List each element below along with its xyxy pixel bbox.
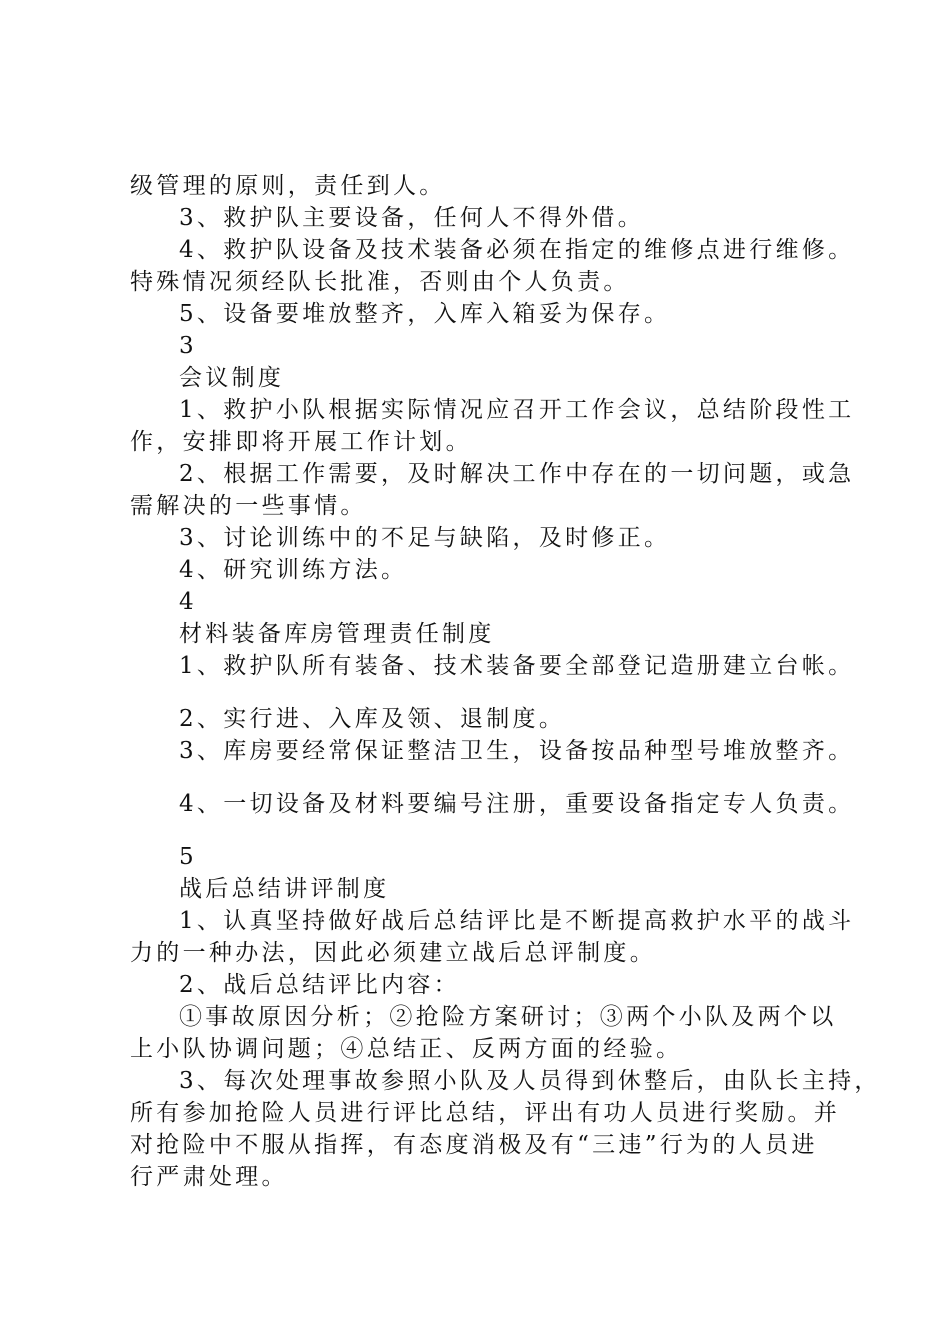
text-line: 4、救护队设备及技术装备必须在指定的维修点进行维修。 (179, 237, 855, 263)
text-line: 3、每次处理事故参照小队及人员得到休整后，由队长主持， (179, 1068, 881, 1094)
text-line: 2、战后总结评比内容： (179, 972, 460, 998)
document-body (130, 170, 881, 1193)
text-line: 行严肃处理。 (130, 1164, 288, 1190)
section-title: 战后总结讲评制度 (179, 876, 390, 902)
text-line: 上小队协调问题；④总结正、反两方面的经验。 (130, 1036, 683, 1062)
text-line: 5、设备要堆放整齐，入库入箱妥为保存。 (179, 301, 671, 327)
text-line: 3、库房要经常保证整洁卫生，设备按品种型号堆放整齐。 (179, 738, 855, 764)
text-line: 需解决的一些事情。 (130, 493, 367, 519)
text-line: 1、认真坚持做好战后总结评比是不断提高救护水平的战斗 (179, 908, 855, 934)
section-title: 会议制度 (179, 365, 285, 391)
text-line: 3、讨论训练中的不足与缺陷，及时修正。 (179, 525, 671, 551)
text-line: 力的一种办法，因此必须建立战后总评制度。 (130, 940, 656, 966)
text-line: 1、救护小队根据实际情况应召开工作会议，总结阶段性工 (179, 397, 855, 423)
text-line: 对抢险中不服从指挥，有态度消极及有“三违”行为的人员进 (130, 1132, 818, 1158)
text-line: 特殊情况须经队长批准，否则由个人负责。 (130, 269, 630, 295)
section-number: 3 (179, 333, 197, 359)
blank-line (130, 682, 830, 703)
text-line: ①事故原因分析；②抢险方案研讨；③两个小队及两个以 (179, 1004, 837, 1030)
text-line: 所有参加抢险人员进行评比总结，评出有功人员进行奖励。并 (130, 1100, 841, 1126)
text-line: 级管理的原则，责任到人。 (130, 173, 446, 199)
section-number: 4 (179, 589, 197, 615)
blank-line (130, 820, 830, 841)
text-line: 1、救护队所有装备、技术装备要全部登记造册建立台帐。 (179, 653, 855, 679)
blank-line (130, 767, 830, 788)
text-line: 3、救护队主要设备，任何人不得外借。 (179, 205, 645, 231)
text-line: 2、实行进、入库及领、退制度。 (179, 706, 566, 732)
text-line: 4、一切设备及材料要编号注册，重要设备指定专人负责。 (179, 791, 855, 817)
section-title: 材料装备库房管理责任制度 (179, 621, 495, 647)
section-number: 5 (179, 844, 197, 870)
text-line: 作，安排即将开展工作计划。 (130, 429, 472, 455)
text-line: 2、根据工作需要，及时解决工作中存在的一切问题，或急 (179, 461, 855, 487)
text-line: 4、研究训练方法。 (179, 557, 408, 583)
